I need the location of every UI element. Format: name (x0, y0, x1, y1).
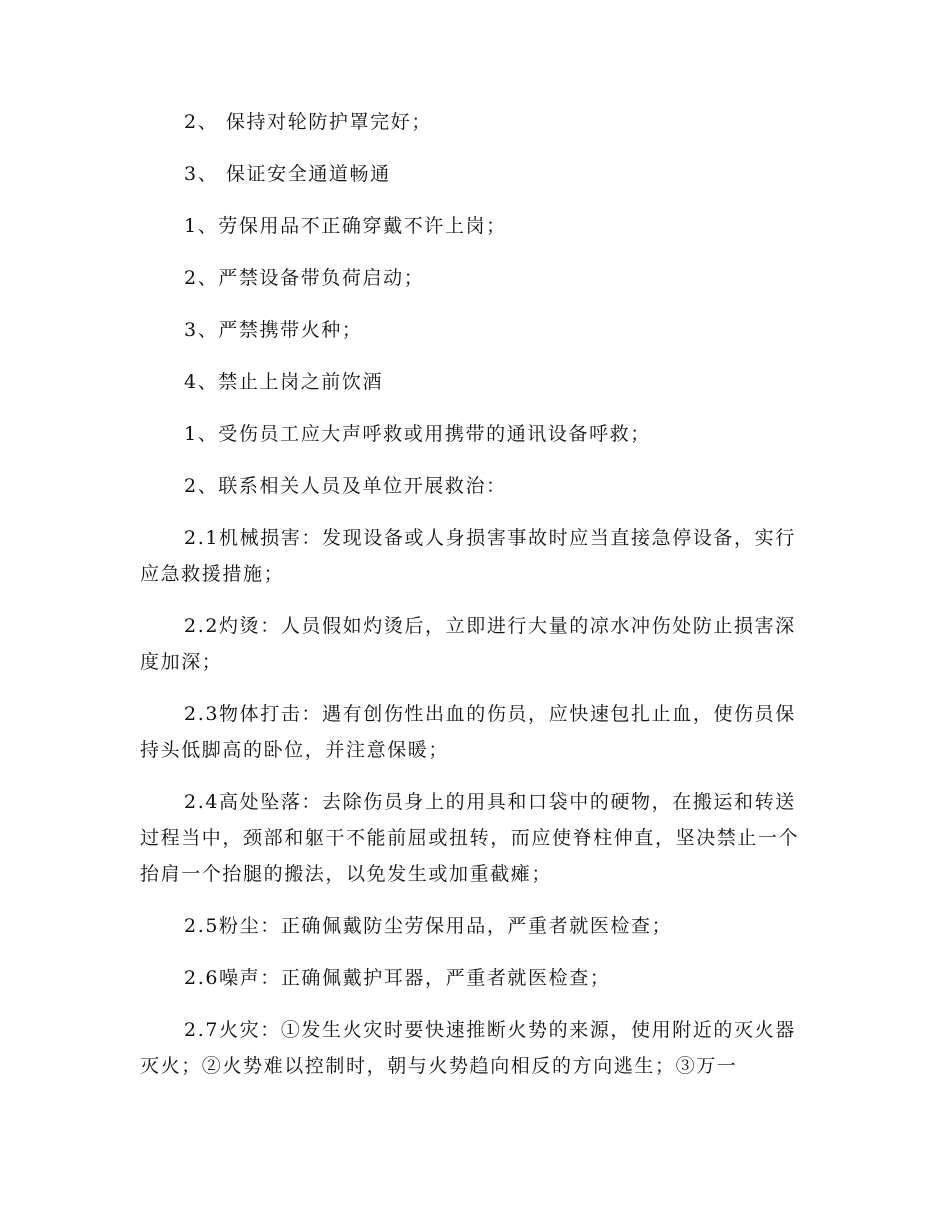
paragraph-6: 4、禁止上岗之前饮酒 (184, 371, 384, 393)
paragraph-10: 2.2灼烫：人员假如灼烫后，立即进行大量的凉水冲伤处防止损害深度加深； (140, 615, 796, 673)
paragraph-8: 2、联系相关人员及单位开展救治： (184, 475, 507, 497)
paragraph-12: 2.4高处坠落：去除伤员身上的用具和口袋中的硬物，在搬运和转送过程当中，颈部和躯干不能前屈或扭转，而应使脊柱伸直，坚决禁止一个抬肩一个抬腿的搬法，以免发生或加重截瘫； (140, 791, 800, 885)
paragraph-4: 2、严禁设备带负荷启动； (184, 267, 425, 289)
paragraph-5: 3、严禁携带火种； (184, 319, 363, 341)
paragraph-15: 2.7火灾：①发生火灾时要快速推断火势的来源，使用附近的灭火器灭火；②火势难以控制时，朝与火势趋向相反的方向逃生；③万一 (140, 1019, 796, 1077)
paragraph-1: 2、 保持对轮防护罩完好； (184, 111, 432, 133)
paragraph-3: 1、劳保用品不正确穿戴不许上岗； (184, 215, 507, 237)
paragraph-13: 2.5粉尘：正确佩戴防尘劳保用品，严重者就医检查； (184, 915, 673, 937)
paragraph-2: 3、 保证安全通道畅通 (184, 163, 391, 185)
paragraph-7: 1、受伤员工应大声呼救或用携带的通讯设备呼救； (184, 423, 651, 445)
document-body (140, 104, 810, 1100)
paragraph-9: 2.1机械损害：发现设备或人身损害事故时应当直接急停设备，实行应急救援措施； (140, 527, 796, 585)
paragraph-14: 2.6噪声：正确佩戴护耳器，严重者就医检查； (184, 967, 611, 989)
paragraph-11: 2.3物体打击：遇有创伤性出血的伤员，应快速包扎止血，使伤员保持头低脚高的卧位，并注意保暖； (140, 703, 796, 761)
